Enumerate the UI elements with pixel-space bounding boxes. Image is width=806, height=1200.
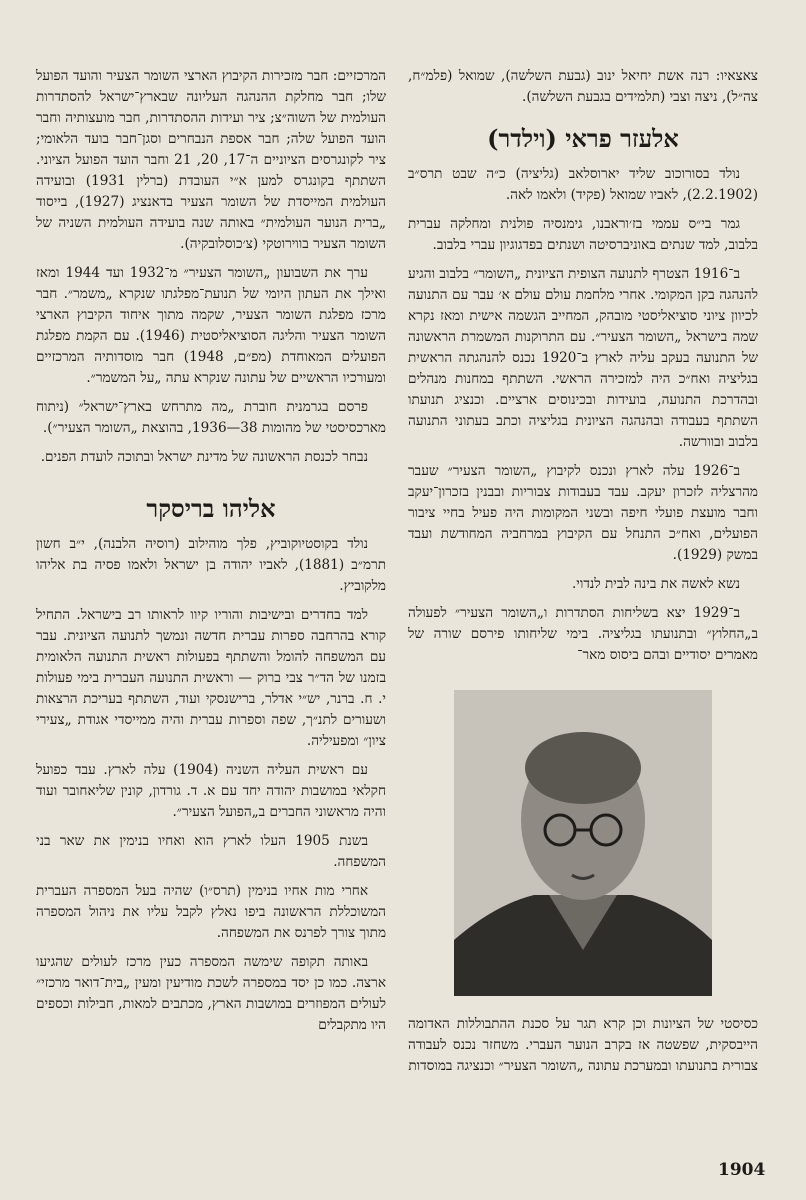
paragraph: ב־1929 יצא בשליחות הסתדרות ו„השומר הצעיר״ לפעולה ב„החלוץ״ ובתנועתו בגליציה. בימי שליחותו פירסם שורה של מאמרים יסודיים ובהם ביסוס מאר־ [408, 605, 758, 663]
paragraph: בשנת 1905 העלו לארץ הוא ואחיו בנימין את שאר בני המשפחה. [36, 833, 386, 870]
right-column [408, 66, 758, 1085]
paragraph: למד בחדרים ובישיבות והוריו קיוו לראותו רב בישראל. התחיל קורא בהרחבה ספרות עברית חדשה ונמשך לתנועה הציונית. עבר עם המשפחה להומל והשתתף בפעולות ראשית התנועה הלאומית בזמנו של הד״ר צבי ברוק — וראשית התנועה העברית בימי פעולות י. ח. ברנר, יש״י אדלר, ברישנסקי ועוד, השתתף בעריכת הרצאות ושעורים לתנ״ך, שפה וספרות עברית והיה ממייסדי אגודת „צעירי ציון״ ומפעיליה. [36, 607, 386, 749]
paragraph: עם ראשית העליה השניה (1904) עלה לארץ. עבד כפועל חקלאי במושבות יהודה יחד עם א. ד. גורדון, קונין שליאחובר ועוד והיה מראשוני החברים ב„הפועל הצעיר״. [36, 762, 386, 820]
paragraph: באותה תקופה שימשה המספרה כעין מרכז לעולים שהגיעו ארצה. כמו כן יסד במספרה לשכת מודיעין ומעין „בית־דואר מרכזי״ לעולים המפוזרים במושבות הארץ, מכתבים למאות, חבילות וכספים היו מתקבלים [36, 954, 386, 1033]
paragraph: פרסם בגרמנית חוברת „מה מתרחש בארץ־ישראל״ (ניתוח מארכסיסטי של מהומות 38—1936, בהוצאת „השומר הצעיר״). [36, 399, 386, 436]
intro-paragraph: צאצאיו: רנה אשת יחיאל ינוב (גבעת השלשה), שמואל (פלמ״ח, צה״ל), ניצה וצבי (תלמידים בגבעת השלשה). [408, 68, 758, 105]
paragraph: גמר בי״ס עממי בז׳וראבנו, גימנסיה פולנית ומחלקה עברית בלבוב, למד שנתים באוניברסיטה ושנתים בפדגוגיון עברי בלבוב. [408, 216, 758, 253]
portrait-image [454, 690, 712, 996]
paragraph: ב־1916 הצטרף לתנועה הצופית הציונית „השומר״ בלבוב והגיע להנהגה בקן המקומי. אחרי מלחמת עולם עולם א׳ עבר עם התנועה לכיוון ציוני סוציאליסטי מובהק, המחייב הגשמה אישית ומאז נקרא שמה בישראל „השומר הצעיר״. עם התרוקנות המשמרת הראשונה של התנועה בעקב עליה לארץ ב־1920 נכנס להנהגתה הראשית בגליציה ואח״כ היה למזכירה הראשי. השתתף במחנות מנהלים ובהדרכת התנועה, בועידות ובכינוסים ארציים. וכנציג תנועתו השתתף בעבודה ובהנהגה הציונית בגליציה וכתב בעתוני התנועה בלבוב ובוורשה. [408, 266, 758, 450]
paragraph: נולד בסורוכוב שליד יארוסלאב (גליציה) כ״ה שבט תרס״ב (2.2.1902), לאביו שמואל (פקיד) ולאמו לאה. [408, 166, 758, 203]
paragraph: נולד בקוסטיוקוביץ, פלך מוהילוב (רוסיה הלבנה), י״ב חשון תרמ״ב (1881), לאביו יהודה בן ישראל ולאמו פסיה בת אליהו מלקוביץ. [36, 536, 386, 594]
paragraph: אחרי מות אחיו בנימין (תרס״ו) שהיה בעל המספרה העברית המשוכללת הראשונה ביפו נאלץ לקבל עליו את ניהול המספרה מתוך צורך לפרנס את המשפחה. [36, 883, 386, 941]
paragraph: נבחר לכנסת הראשונה של מדינת ישראל ובתוכה לועדת הפנים. [40, 449, 368, 465]
paragraph: ערך את השבועון „השומר הצעיר״ מ־1932 ועד 1944 ומאז ואילך את העתון היומי של תנועת־מפלגתו שנקרא „משמר״. חבר מרכז מפלגת השומר הצעיר, שקמה מתוך איחוד הקיבוץ הארצי השומר הצעיר והליגה הסוציאליסטית (1946). עם הקמת מפלגת הפועלים המאוחדת (מפ״ם, 1948) חבר מוסדותיה המרכזיים ומעורכיו הראשיים של עתונה שנקרא עתה „על המשמר״. [36, 265, 386, 386]
section-heading-eliyahu-brisker: אליהו בריסקר [146, 494, 276, 523]
paragraph-after-photo: כסיסטי של הציונות וכן קרא תגר על סכנת ההתבוללות האדומה הייבסקית, שפשטה אז בקרב הנוער העברי. משחזר נכנס לעבודה צבורית בתנועתו ובמערכת עתונה „השומר הצעיר״ וכנציגה במוסדות [408, 1016, 758, 1074]
portrait-photo [454, 690, 712, 996]
paragraph: ב־1926 עלה לארץ ונכנס לקיבוץ „השומר הצעיר״ שעבר מהרצליה לזכרון יעקב. עבד בעבודות צבוריות ובבנין בזכרון־יעקב וחבר מועצת פועלי חיפה ובשני המקומות היה פעיל בחיי ציבור הפועלים, ואח״כ התנחל עם הקיבוץ במרחביה המחודשת ועבד במשק (1929). [408, 463, 758, 563]
section-heading-elazar-prai: אלעזר פראי (וילדר) [487, 124, 679, 153]
paragraph: נשא לאשה את בינה לבית לנדוי. [571, 576, 740, 592]
paragraph: המרכזיים: חבר מזכירות הקיבוץ הארצי השומר הצעיר והועד הפועל שלו; חבר מחלקת ההנהגה העליונה שבארץ־ישראל להסתדרות העולמית של השוה״צ; ציר ועידות ההסתדרות, חבר מועצותיה וחבר הועד הפועל שלה; חבר אספת הנבחרים וסגן־חבר בועד הלאומי; ציר לקונגרסים הציוניים ה־17, 20, 21 וחבר הועד הפועל הציוני. השתתף בקונגרס למען א״י העובדת (ברלין 1931) ובועידה העולמית המייסדת של השומר הצעיר בדאנציג (1927), בייסוד „ברית הנוער העולמית״ באותה שנה בועידה העולמית השניה של השומר הצעיר בווירוטקי (צ׳כוסלובקיה). [36, 68, 387, 252]
left-column [36, 66, 386, 1044]
page-number: 1904 [718, 1160, 766, 1180]
